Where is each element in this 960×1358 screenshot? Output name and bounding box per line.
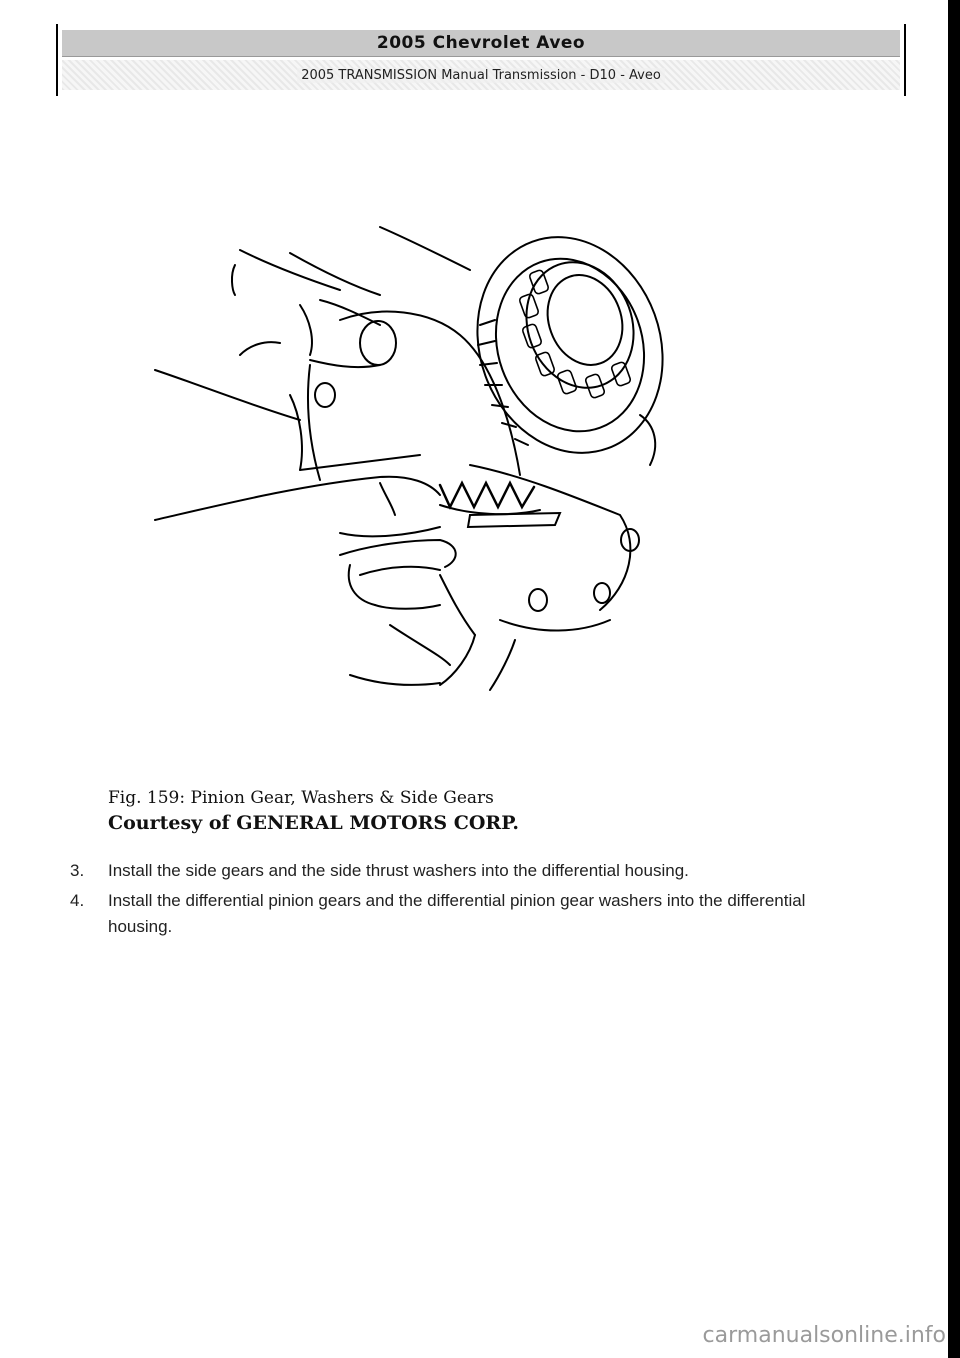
site-watermark: carmanualsonline.info: [702, 1323, 946, 1348]
step-number: 4.: [70, 891, 85, 910]
step-item: [70, 858, 870, 884]
document-header: [56, 24, 906, 96]
step-number: 3.: [70, 861, 85, 880]
document-title: 2005 Chevrolet Aveo: [376, 33, 586, 53]
figure-caption: Fig. 159: Pinion Gear, Washers & Side Gears: [108, 788, 494, 808]
step-item: [70, 888, 870, 940]
figure-courtesy: Courtesy of GENERAL MOTORS CORP.: [108, 812, 519, 834]
header-subtitle-band: [62, 60, 900, 90]
page-edge-bar: [948, 0, 960, 1358]
step-text: Install the side gears and the side thrust washers into the differential housing.: [108, 861, 689, 880]
document-subtitle: 2005 TRANSMISSION Manual Transmission - D10 - Aveo: [297, 68, 665, 83]
header-right-rule: [904, 24, 906, 96]
header-left-rule: [56, 24, 58, 96]
differential-illustration: [140, 215, 680, 695]
step-text: Install the differential pinion gears and the differential pinion gear washers into the differential housing.: [108, 891, 806, 936]
header-title-band: [62, 30, 900, 57]
figure-caption-block: [108, 786, 808, 836]
procedure-steps: [70, 858, 870, 944]
